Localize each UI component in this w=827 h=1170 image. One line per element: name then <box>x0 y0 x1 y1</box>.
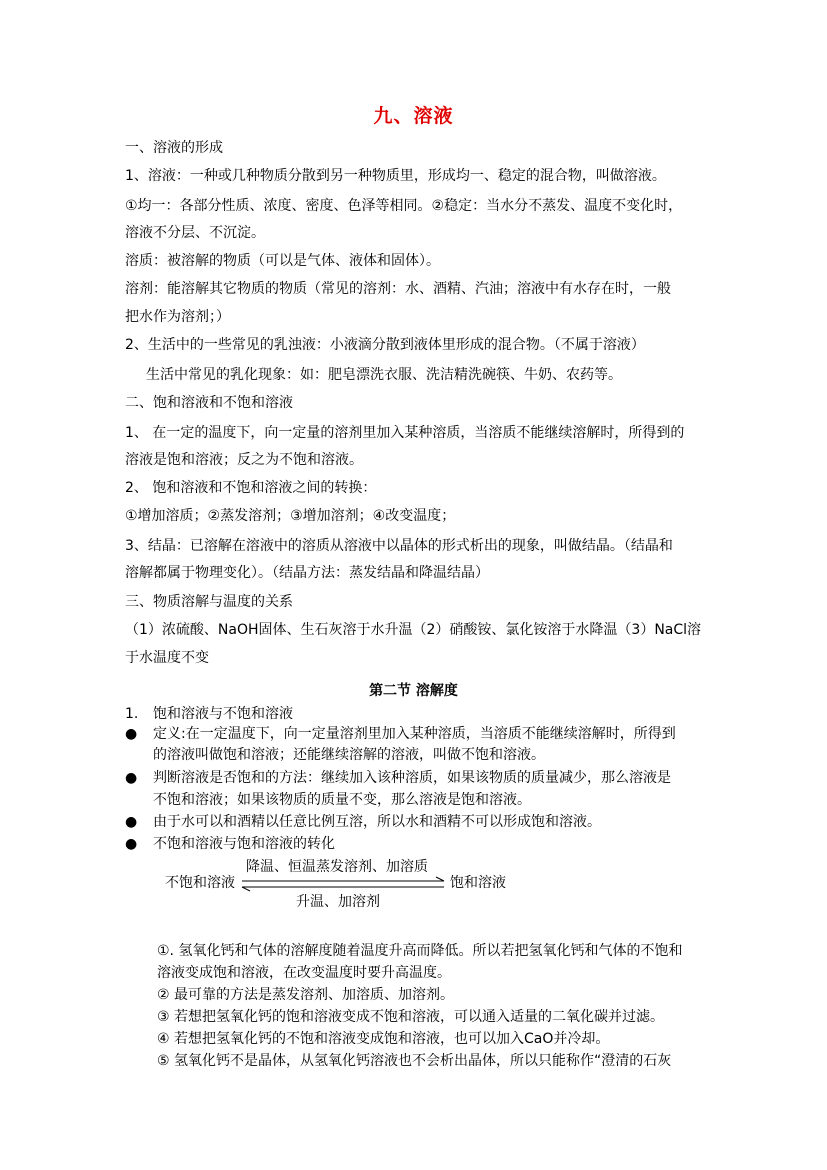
text-line: 溶解都属于物理变化）。（结晶方法：蒸发结晶和降温结晶） <box>125 565 489 581</box>
diagram-bottom-label: 升温、加溶剂 <box>296 894 380 910</box>
text-line: 把水作为溶剂；） <box>125 309 230 325</box>
text-line: 2、生活中的一些常见的乳浊液：小液滴分散到液体里形成的混合物。（不属于溶液） <box>125 337 645 353</box>
text-line: （1）浓硫酸、NaOH固体、生石灰溶于水升温（2）硝酸铵、氯化铵溶于水降温（3）NaCl溶 <box>125 622 702 638</box>
note-5: ⑤ 氢氧化钙不是晶体，从氢氧化钙溶液也不会析出晶体，所以只能称作“澄清的石灰 <box>157 1053 672 1069</box>
text-line: ①均一：各部分性质、浓度、密度、色泽等相同。②稳定：当水分不蒸发、温度不变化时， <box>125 198 683 214</box>
note-1: ①. 氢氧化钙和气体的溶解度随着温度升高而降低。所以若把氢氧化钙和气体的不饱和 <box>157 943 683 959</box>
text-line: 1、 在一定的温度下，向一定量的溶剂里加入某种溶质，当溶质不能继续溶解时，所得到的 <box>125 425 685 441</box>
note-2: ② 最可靠的方法是蒸发溶剂、加溶质、加溶剂。 <box>157 987 454 1003</box>
bullet-icon: ● <box>125 814 138 830</box>
text-line: 生活中常见的乳化现象：如：肥皂漂洗衣服、洗洁精洗碗筷、牛奶、农药等。 <box>146 367 622 383</box>
note-3: ③ 若想把氢氧化钙的饱和溶液变成不饱和溶液，可以通入适量的二氧化碳并过滤。 <box>157 1009 664 1025</box>
section-heading-2: 二、饱和溶液和不饱和溶液 <box>125 395 293 411</box>
numbered-label: 1. <box>125 706 139 722</box>
bullet-text: 判断溶液是否饱和的方法：继续加入该种溶质，如果该物质的质量减少，那么溶液是 <box>153 770 671 786</box>
text-line: 溶质：被溶解的物质（可以是气体、液体和固体）。 <box>125 253 440 269</box>
document-title: 九、溶液 <box>373 105 454 127</box>
note-1-cont: 溶液变成饱和溶液，在改变温度时要升高温度。 <box>157 965 451 981</box>
section-heading-3: 三、物质溶解与温度的关系 <box>125 594 293 610</box>
section-2-title: 第二节 溶解度 <box>369 683 458 699</box>
text-line: 3、结晶：已溶解在溶液中的溶质从溶液中以晶体的形式析出的现象，叫做结晶。（结晶和 <box>125 538 673 554</box>
bullet-icon: ● <box>125 770 138 786</box>
bullet-text: 定义:在一定温度下，向一定量溶剂里加入某种溶质，当溶质不能继续溶解时，所得到 <box>153 726 676 742</box>
text-line: 溶剂：能溶解其它物质的物质（常见的溶剂：水、酒精、汽油；溶液中有水存在时，一般 <box>125 281 671 297</box>
bullet-text-cont: 不饱和溶液；如果该物质的质量不变，那么溶液是饱和溶液。 <box>153 792 531 808</box>
diagram-top-label: 降温、恒温蒸发溶剂、加溶质 <box>246 859 428 875</box>
bullet-text: 由于水可以和酒精以任意比例互溶，所以水和酒精不可以形成饱和溶液。 <box>153 814 601 830</box>
text-line: 溶液是饱和溶液；反之为不饱和溶液。 <box>125 452 363 468</box>
bullet-icon: ● <box>125 836 138 852</box>
text-line: ①增加溶质；②蒸发溶剂；③增加溶剂；④改变温度； <box>125 508 456 524</box>
text-line: 溶液不分层、不沉淀。 <box>125 225 265 241</box>
note-4: ④ 若想把氢氧化钙的不饱和溶液变成饱和溶液，也可以加入CaO并冷却。 <box>157 1031 610 1047</box>
subsection-heading: 饱和溶液与不饱和溶液 <box>153 706 293 722</box>
bullet-text-cont: 的溶液叫做饱和溶液；还能继续溶解的溶液，叫做不饱和溶液。 <box>153 747 545 763</box>
text-line: 1、溶液：一种或几种物质分散到另一种物质里，形成均一、稳定的混合物，叫做溶液。 <box>125 168 666 184</box>
bullet-icon: ● <box>125 726 138 742</box>
diagram-right-label: 饱和溶液 <box>450 875 506 891</box>
text-line: 2、 饱和溶液和不饱和溶液之间的转换： <box>125 480 377 496</box>
section-heading-1: 一、溶液的形成 <box>125 140 223 156</box>
bullet-text: 不饱和溶液与饱和溶液的转化 <box>153 836 335 852</box>
diagram-left-label: 不饱和溶液 <box>165 875 235 891</box>
text-line: 于水温度不变 <box>125 650 209 666</box>
double-arrow-icon <box>238 876 448 892</box>
